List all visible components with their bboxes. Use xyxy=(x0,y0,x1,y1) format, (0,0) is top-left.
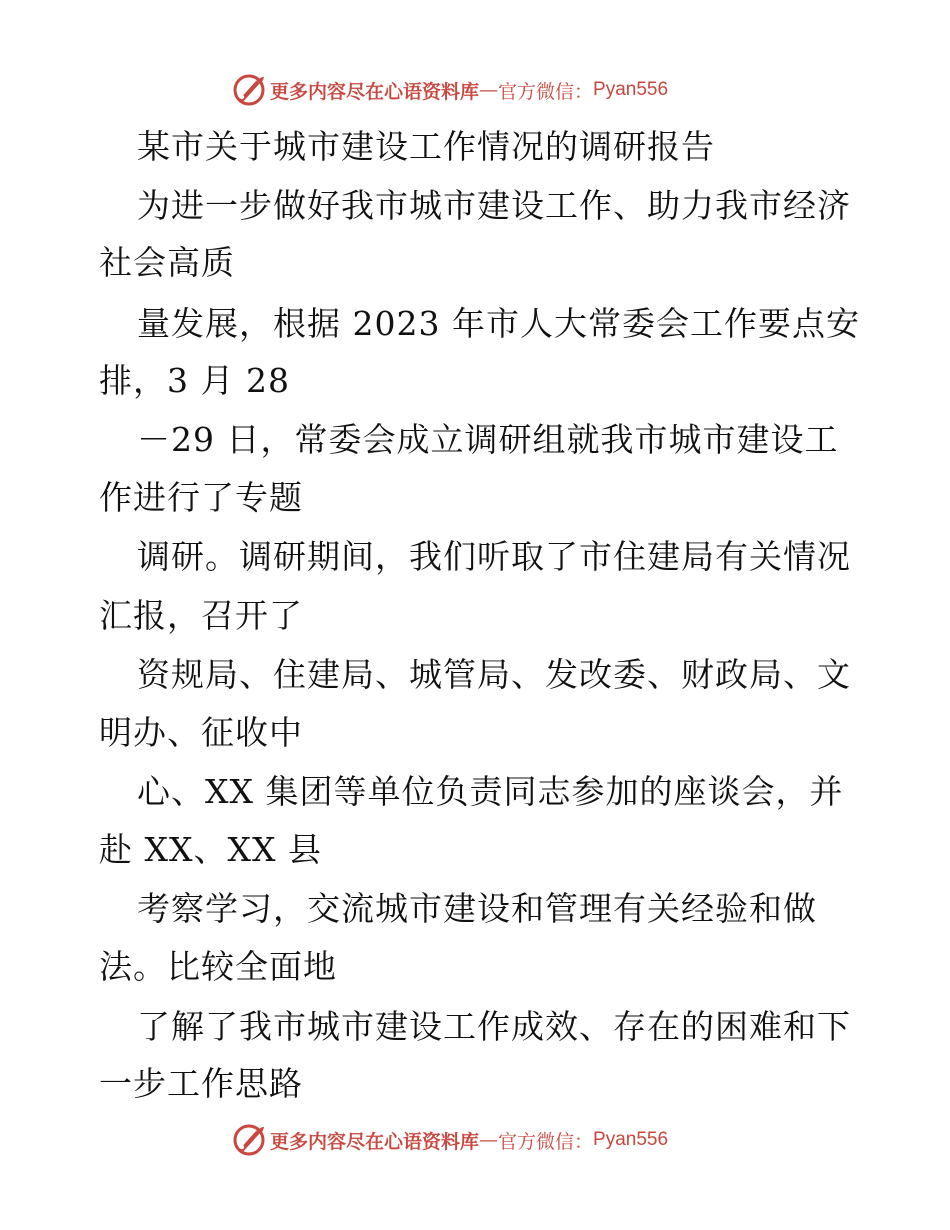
footer-watermark xyxy=(232,1123,668,1157)
watermark-brand: 更多内容尽在心语资料库 xyxy=(270,1130,480,1153)
header-watermark xyxy=(232,73,668,107)
document-title: 某市关于城市建设工作情况的调研报告 xyxy=(137,127,715,166)
watermark-wechat-id: Pyan556 xyxy=(593,79,669,100)
watermark-wechat-id: Pyan556 xyxy=(593,1129,669,1150)
text-line: －29 日，常委会成立调研组就我市城市建设工 xyxy=(137,420,839,459)
watermark-brand: 更多内容尽在心语资料库 xyxy=(270,80,480,103)
quill-logo-icon xyxy=(232,73,266,107)
text-line: 法。比较全面地 xyxy=(99,947,337,986)
text-line: 社会高质 xyxy=(99,243,235,282)
text-line: 考察学习，交流城市建设和管理有关经验和做 xyxy=(137,889,817,928)
quill-logo-icon xyxy=(232,1123,266,1157)
text-line: 了解了我市城市建设工作成效、存在的困难和下 xyxy=(137,1007,851,1046)
text-line: 为进一步做好我市城市建设工作、助力我市经济 xyxy=(137,186,851,225)
text-line: 资规局、住建局、城管局、发改委、财政局、文 xyxy=(137,655,851,694)
watermark-label: 官方微信： xyxy=(498,1130,594,1153)
text-line: 汇报，召开了 xyxy=(99,596,303,635)
text-line: 一步工作思路 xyxy=(99,1064,303,1103)
text-line: 心、XX 集团等单位负责同志参加的座谈会，并 xyxy=(137,772,844,811)
watermark-dash: — xyxy=(479,1129,499,1151)
text-line: 赴 XX、XX 县 xyxy=(99,830,322,869)
text-line: 排，3 月 28 xyxy=(99,361,290,400)
text-line: 量发展，根据 2023 年市人大常委会工作要点安 xyxy=(137,304,860,343)
text-line: 调研。调研期间，我们听取了市住建局有关情况 xyxy=(137,537,851,576)
watermark-dash: — xyxy=(479,79,499,101)
text-line: 明办、征收中 xyxy=(99,713,303,752)
watermark-label: 官方微信： xyxy=(498,80,594,103)
text-line: 作进行了专题 xyxy=(99,478,303,517)
